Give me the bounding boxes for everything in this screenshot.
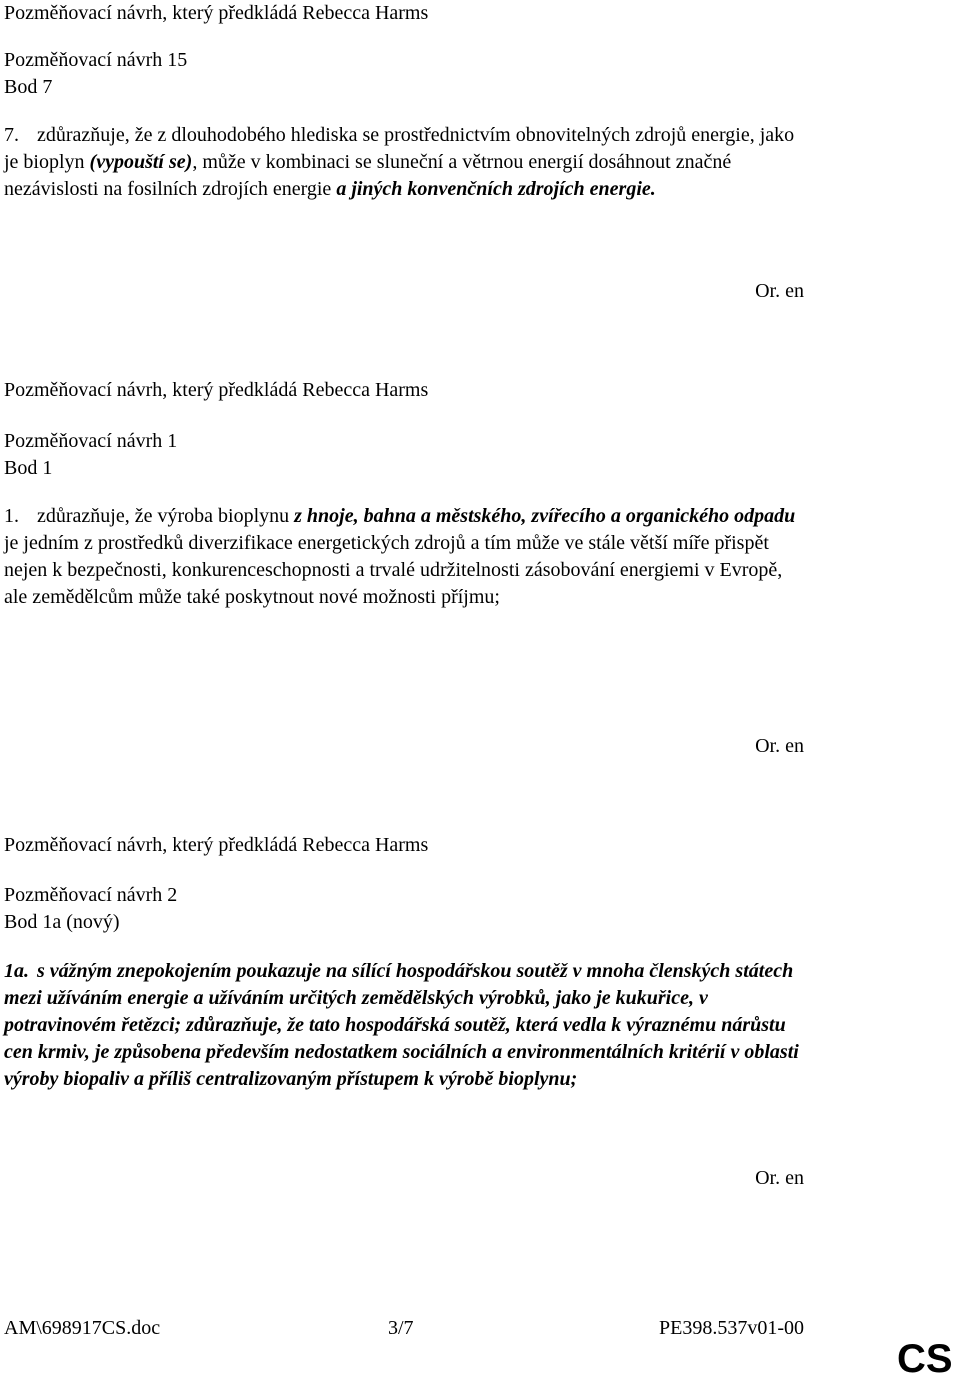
amendment-label: Pozměňovací návrh 1 xyxy=(4,430,178,452)
original-language: Or. en xyxy=(755,280,804,302)
text-segment-added: s vážným znepokojením poukazuje na sílící hospodářskou soutěž v mnoha členských státech mezi užíváním energie a užíváním určitých zemědělských výrobků, jako je kukuřice, v potravinovém řetězci; zdůrazňuje, že tato hospodářská soutěž, která vedla k výraznému nárůstu cen krmiv, je způsobena především nedostatkem sociálních a environmentálních kritérií v oblasti výroby biopaliv a příliš centralizovaným přístupem k výrobě bioplynu; xyxy=(4,960,799,1090)
original-language: Or. en xyxy=(755,1167,804,1189)
original-language: Or. en xyxy=(755,735,804,757)
amendment-label: Pozměňovací návrh 15 xyxy=(4,49,188,71)
footer-pe-ref: PE398.537v01-00 xyxy=(659,1317,804,1339)
submitter-line: Pozměňovací návrh, který předkládá Rebecca Harms xyxy=(4,2,429,24)
text-segment: zdůrazňuje, že výroba bioplynu xyxy=(37,505,295,527)
paragraph-number: 1. xyxy=(4,505,19,527)
submitter-line: Pozměňovací návrh, který předkládá Rebecca Harms xyxy=(4,834,429,856)
item-label: Bod 1a (nový) xyxy=(4,911,120,933)
submitter-line: Pozměňovací návrh, který předkládá Rebecca Harms xyxy=(4,379,429,401)
text-segment-added: z hnoje, bahna a městského, zvířecího a organického odpadu xyxy=(294,505,796,527)
item-label: Bod 1 xyxy=(4,457,53,479)
text-segment: je jedním z prostředků diverzifikace energetických zdrojů a tím může ve stále větší míře přispět nejen k bezpečnosti, konkurenceschopnosti a trvalé udržitelnosti zásobování energiemi v Evropě, ale zemědělcům může také poskytnout nové možnosti příjmu; xyxy=(4,532,783,608)
footer-document-ref: AM\698917CS.doc xyxy=(4,1317,161,1339)
amendment-text xyxy=(4,503,804,611)
amendment-text xyxy=(4,958,804,1093)
footer-page-number: 3/7 xyxy=(388,1317,414,1339)
paragraph-number: 1a. xyxy=(4,960,29,982)
amendment-label: Pozměňovací návrh 2 xyxy=(4,884,178,906)
item-label: Bod 7 xyxy=(4,76,53,98)
text-segment-added: (vypouští se) xyxy=(89,151,193,173)
text-segment: , může v kombinaci se sluneční a větrnou energií dosáhnout značné nezávislosti na fosilních zdrojích energie xyxy=(4,151,732,200)
amendment-text xyxy=(4,122,804,203)
paragraph-number: 7. xyxy=(4,124,19,146)
text-segment: zdůrazňuje, že z dlouhodobého hlediska se prostřednictvím obnovitelných zdrojů energie, jako je bioplyn xyxy=(4,124,795,173)
text-segment-added: a jiných konvenčních zdrojích energie. xyxy=(336,178,656,200)
language-code: CS xyxy=(897,1337,953,1381)
